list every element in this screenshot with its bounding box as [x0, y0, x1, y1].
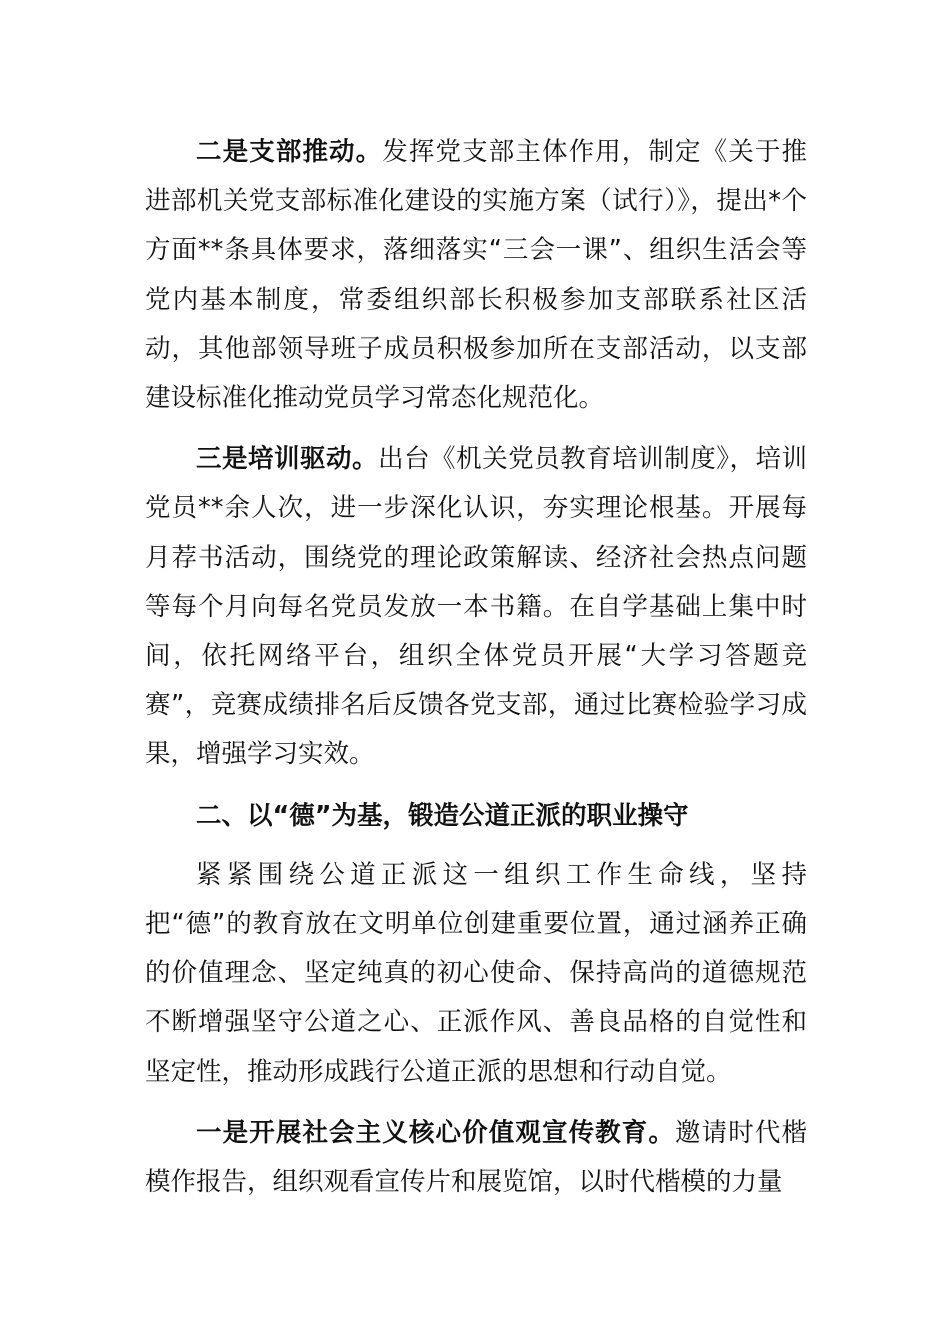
- paragraph-branch-promotion: [145, 128, 807, 423]
- paragraph-core-values: [145, 1109, 807, 1207]
- section-heading: 二、以“德”为基，锻造公道正派的职业操守: [196, 800, 689, 831]
- paragraph-section-intro: [145, 851, 807, 1097]
- paragraph-training-drive: [145, 435, 807, 779]
- paragraph-lead: 一是开展社会主义核心价值观宣传教育。: [196, 1117, 676, 1148]
- document-body: [145, 128, 807, 1219]
- paragraph-lead: 三是培训驱动。: [196, 444, 379, 475]
- paragraph-lead: 二是支部推动。: [196, 137, 383, 167]
- paragraph-text: 发挥党支部主体作用，制定《关于推进部机关党支部标准化建设的实施方案（试行）》，提出*个方面**条具体要求，落细落实“三会一课”、组织生活会等党内基本制度，常委组织部长积极参加支部联系社区活动，其他部领导班子成员积极参加所在支部活动，以支部建设标准化推动党员学习常态化规范化。: [145, 137, 807, 414]
- paragraph-text: 紧紧围绕公道正派这一组织工作生命线，坚持把“德”的教育放在文明单位创建重要位置，通过涵养正确的价值理念、坚定纯真的初心使命、保持高尚的道德规范不断增强坚守公道之心、正派作风、善良品格的自觉性和坚定性，推动形成践行公道正派的思想和行动自觉。: [145, 859, 807, 1087]
- paragraph-text: 出台《机关党员教育培训制度》，培训党员**余人次，进一步深化认识，夯实理论根基。开展每月荐书活动，围绕党的理论政策解读、经济社会热点问题等每个月向每名党员发放一本书籍。在自学基础上集中时间，依托网络平台，组织全体党员开展“大学习答题竞赛”，竞赛成绩排名后反馈各党支部，通过比赛检验学习成果，增强学习实效。: [145, 444, 807, 770]
- paragraph-text: 邀请时代楷模作报告，组织观看宣传片和展览馆，以时代楷模的力量: [145, 1117, 807, 1198]
